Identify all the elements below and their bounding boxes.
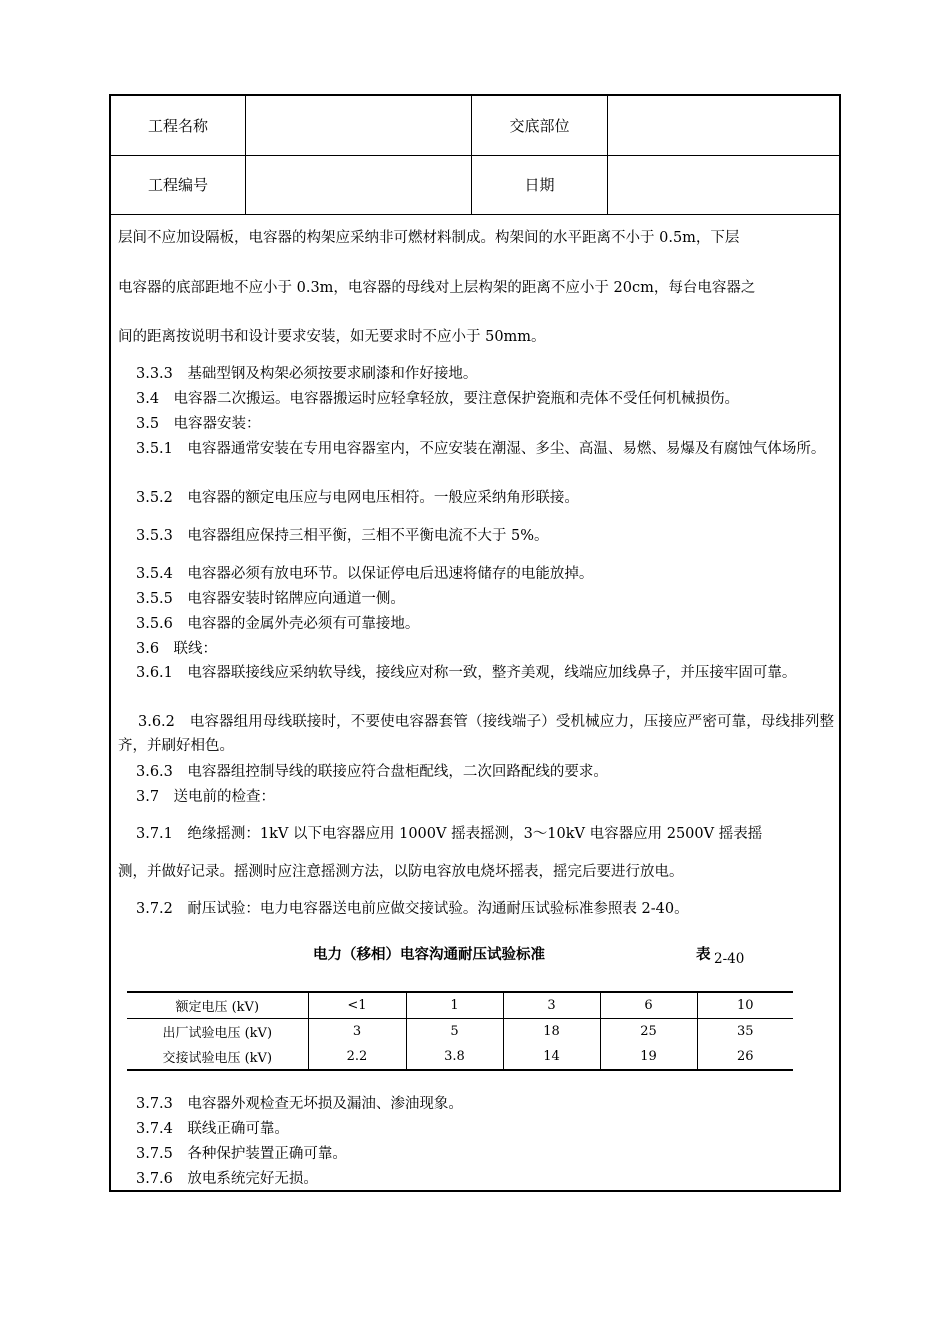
date-label: 日期 bbox=[472, 155, 608, 214]
clause-3-7-4: 3.7.4 联线正确可靠。 bbox=[136, 1121, 289, 1137]
project-number-field bbox=[246, 155, 472, 214]
clause-3-5: 3.5 电容器安装： bbox=[136, 416, 261, 432]
table-row bbox=[127, 1019, 793, 1045]
clause-3-3-3: 3.3.3 基础型钢及构架必须按要求刷漆和作好接地。 bbox=[136, 366, 478, 382]
table-number: 2-40 bbox=[714, 951, 745, 967]
table-cell: 3 bbox=[503, 992, 600, 1019]
clause-3-5-3: 3.5.3 电容器组应保持三相平衡，三相不平衡电流不大于 5%。 bbox=[136, 528, 549, 544]
table-cell: 2.2 bbox=[308, 1044, 406, 1070]
header-row-1 bbox=[111, 96, 839, 156]
paragraph-line: 层间不应加设隔板，电容器的构架应采纳非可燃材料制成。构架间的水平距离不小于 0.5m，下层 bbox=[118, 230, 740, 246]
table-cell: 出厂试验电压 (kV) bbox=[162, 1026, 273, 1041]
clause-3-7-3: 3.7.3 电容器外观检查无坏损及漏油、渗油现象。 bbox=[136, 1096, 463, 1112]
table-title: 电力（移相）电容沟通耐压试验标准 bbox=[313, 947, 545, 963]
table-cell: <1 bbox=[308, 992, 406, 1019]
table-cell: 35 bbox=[697, 1019, 793, 1045]
table-label: 表 bbox=[696, 947, 711, 963]
document-frame bbox=[109, 94, 841, 1192]
paragraph-line: 电容器的底部距地不应小于 0.3m，电容器的母线对上层构架的距离不应小于 20cm，每台电容器之 bbox=[118, 280, 756, 296]
clause-3-6-3: 3.6.3 电容器组控制导线的联接应符合盘柜配线，二次回路配线的要求。 bbox=[136, 764, 608, 780]
project-name-field bbox=[246, 96, 472, 155]
project-number-label: 工程编号 bbox=[111, 155, 246, 214]
clause-3-4: 3.4 电容器二次搬运。电容器搬运时应轻拿轻放，要注意保护瓷瓶和壳体不受任何机械损伤。 bbox=[136, 391, 740, 407]
table-cell: 1 bbox=[406, 992, 503, 1019]
table-cell: 额定电压 (kV) bbox=[127, 992, 308, 1019]
clause-3-7-2: 3.7.2 耐压试验：电力电容器送电前应做交接试验。沟通耐压试验标准参照表 2-40。 bbox=[136, 901, 689, 917]
paragraph-line: 间的距离按说明书和设计要求安装，如无要求时不应小于 50mm。 bbox=[118, 329, 546, 345]
disclosure-part-label: 交底部位 bbox=[472, 96, 608, 155]
clause-3-7-1: 3.7.1 绝缘摇测：1kV 以下电容器应用 1000V 摇表摇测，3～10kV 电容器应用 2500V 摇表摇 bbox=[136, 826, 763, 842]
table-cell: 10 bbox=[697, 992, 793, 1019]
clause-3-5-5: 3.5.5 电容器安装时铭牌应向通道一侧。 bbox=[136, 591, 405, 607]
table-row bbox=[127, 1044, 793, 1070]
header-row-2 bbox=[111, 155, 839, 215]
clause-3-7-6: 3.7.6 放电系统完好无损。 bbox=[136, 1171, 318, 1187]
clause-3-7-5: 3.7.5 各种保护装置正确可靠。 bbox=[136, 1146, 347, 1162]
clause-3-5-2: 3.5.2 电容器的额定电压应与电网电压相符。一般应采纳角形联接。 bbox=[136, 490, 579, 506]
table-cell: 5 bbox=[406, 1019, 503, 1045]
clause-3-6-1: 3.6.1 电容器联接线应采纳软导线，接线应对称一致，整齐美观，线端应加线鼻子，并压接牢固可靠。 bbox=[136, 665, 797, 681]
clause-3-5-6: 3.5.6 电容器的金属外壳必须有可靠接地。 bbox=[136, 616, 420, 632]
table-cell: 交接试验电压 (kV) bbox=[127, 1044, 308, 1070]
table-cell: 19 bbox=[600, 1044, 697, 1070]
table-cell: 18 bbox=[503, 1019, 600, 1045]
table-row bbox=[127, 992, 793, 1019]
table-cell: 3 bbox=[308, 1019, 406, 1045]
disclosure-part-field bbox=[608, 96, 839, 155]
clause-3-6: 3.6 联线： bbox=[136, 641, 218, 657]
clause-3-7-1-cont: 测，并做好记录。摇测时应注意摇测方法，以防电容放电烧坏摇表，摇完后要进行放电。 bbox=[118, 864, 684, 880]
voltage-test-table bbox=[127, 991, 793, 1071]
clause-3-5-4: 3.5.4 电容器必须有放电环节。以保证停电后迅速将储存的电能放掉。 bbox=[136, 566, 594, 582]
table-cell: 25 bbox=[600, 1019, 697, 1045]
table-cell: 3.8 bbox=[406, 1044, 503, 1070]
clause-3-6-2: 3.6.2 电容器组用母线联接时，不要使电容器套管（接线端子）受机械应力，压接应严密可靠，母线排列整齐，并刷好相色。 bbox=[118, 714, 834, 754]
project-name-label: 工程名称 bbox=[111, 96, 246, 155]
clause-3-7: 3.7 送电前的检查： bbox=[136, 789, 276, 805]
table-cell: 6 bbox=[600, 992, 697, 1019]
clause-3-5-1: 3.5.1 电容器通常安装在专用电容器室内，不应安装在潮湿、多尘、高温、易燃、易爆及有腐蚀气体场所。 bbox=[136, 441, 826, 457]
table-cell: 26 bbox=[697, 1044, 793, 1070]
table-cell: 14 bbox=[503, 1044, 600, 1070]
date-field bbox=[608, 155, 839, 214]
